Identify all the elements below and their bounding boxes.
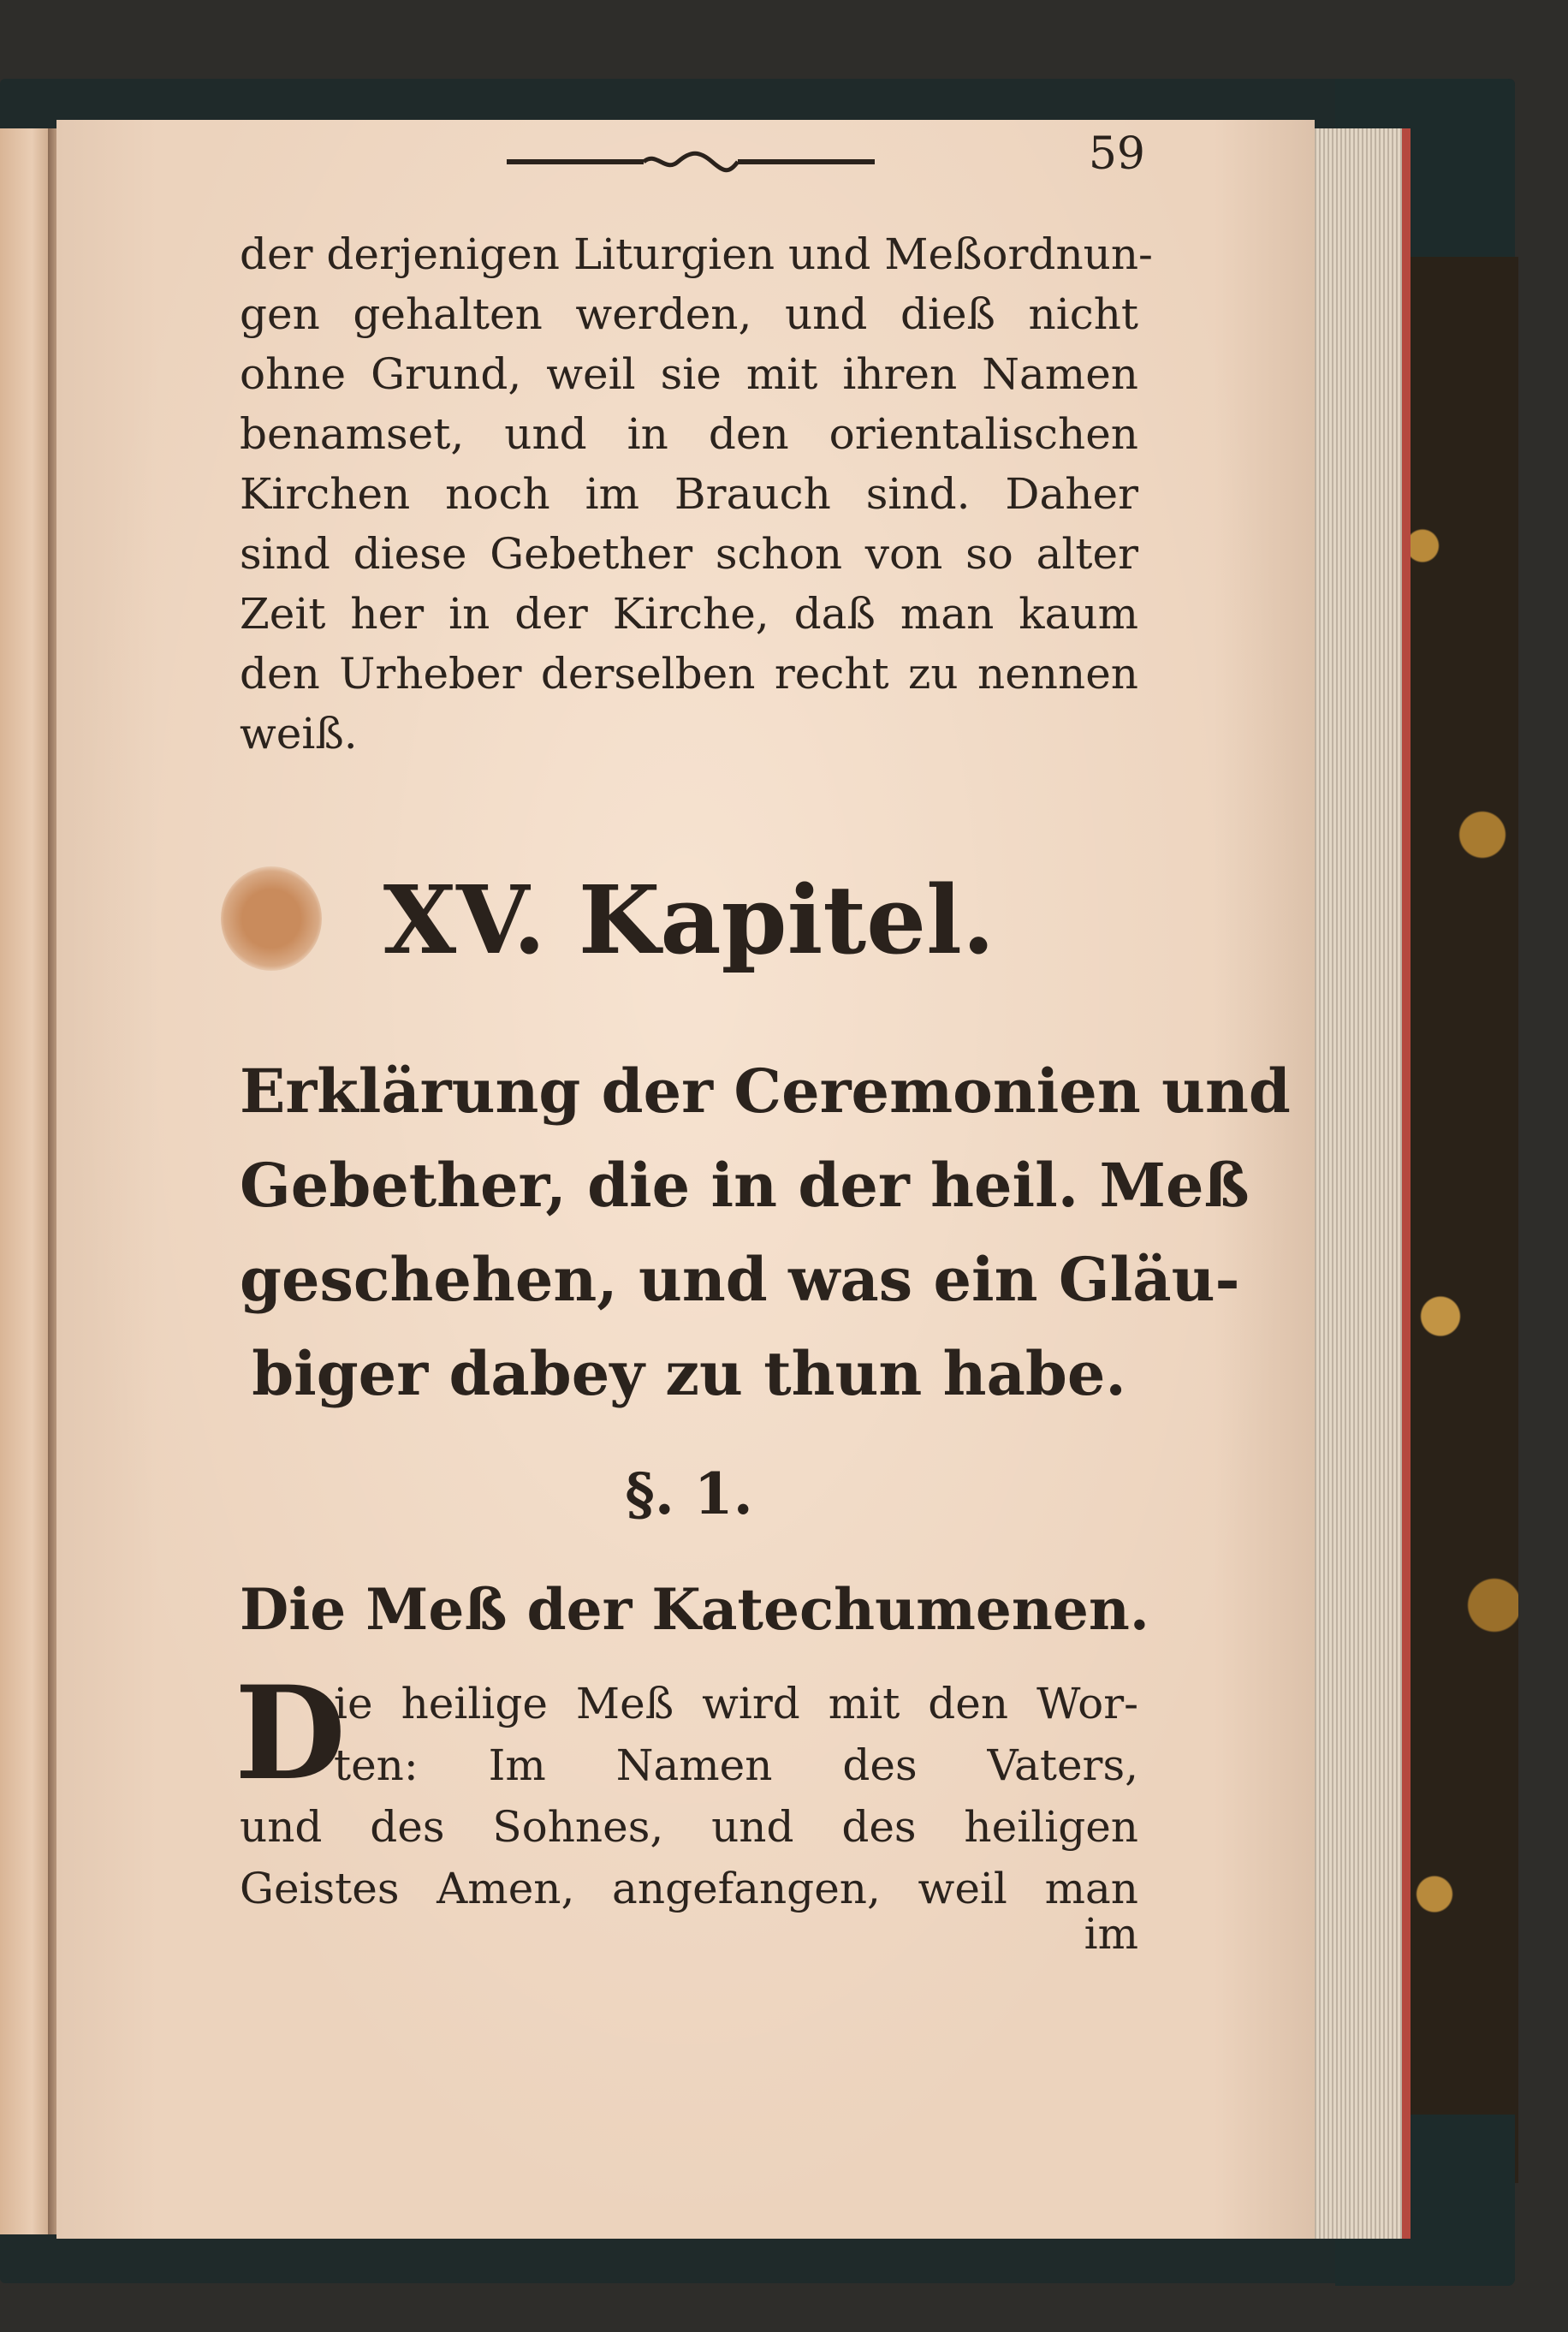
marbled-board [1395,257,1518,2183]
left-page-edge [0,128,53,2234]
text-line: der derjenigen Liturgien und Meßordnun- [240,229,1153,279]
text-line: den Urheber derselben recht zu nennen [240,649,1138,699]
text-line: ten: Im Namen des Vaters, [334,1740,1138,1790]
text-line: ie heilige Meß wird mit den Wor- [334,1679,1138,1728]
subtitle-line: Gebether, die in der heil. Meß [240,1150,1250,1221]
header-ornament [507,151,875,173]
section-title: Die Meß der Katechumenen. [240,1576,1149,1643]
text-line: benamset, und in den orientalischen [240,409,1138,459]
text-line: und des Sohnes, und des heiligen [240,1802,1138,1852]
text-line: ohne Grund, weil sie mit ihren Namen [240,349,1138,399]
chapter-heading: XV. Kapitel. [383,865,995,975]
text-line: weiß. [240,709,358,758]
top-paragraph [240,224,1153,764]
section-mark: §. 1. [625,1460,753,1527]
catchword: im [1084,1909,1138,1959]
drop-capital: D [235,1658,347,1809]
text-line: gen gehalten werden, und dieß nicht [240,289,1138,339]
subtitle-line: geschehen, und was ein Gläu- [240,1244,1240,1315]
chapter-subtitle [240,1044,1291,1421]
section-paragraph [240,1673,1138,1919]
subtitle-line: biger dabey zu thun habe. [252,1338,1126,1409]
subtitle-line: Erklärung der Ceremonien und [240,1056,1291,1127]
text-line: Kirchen noch im Brauch sind. Daher [240,469,1138,519]
text-line: Zeit her in der Kirche, daß man kaum [240,589,1138,639]
text-line: Geistes Amen, angefangen, weil man [240,1864,1138,1913]
page-number: 59 [1088,128,1145,180]
text-line: sind diese Gebether schon von so alter [240,529,1138,579]
page-block-edges [1308,128,1411,2239]
